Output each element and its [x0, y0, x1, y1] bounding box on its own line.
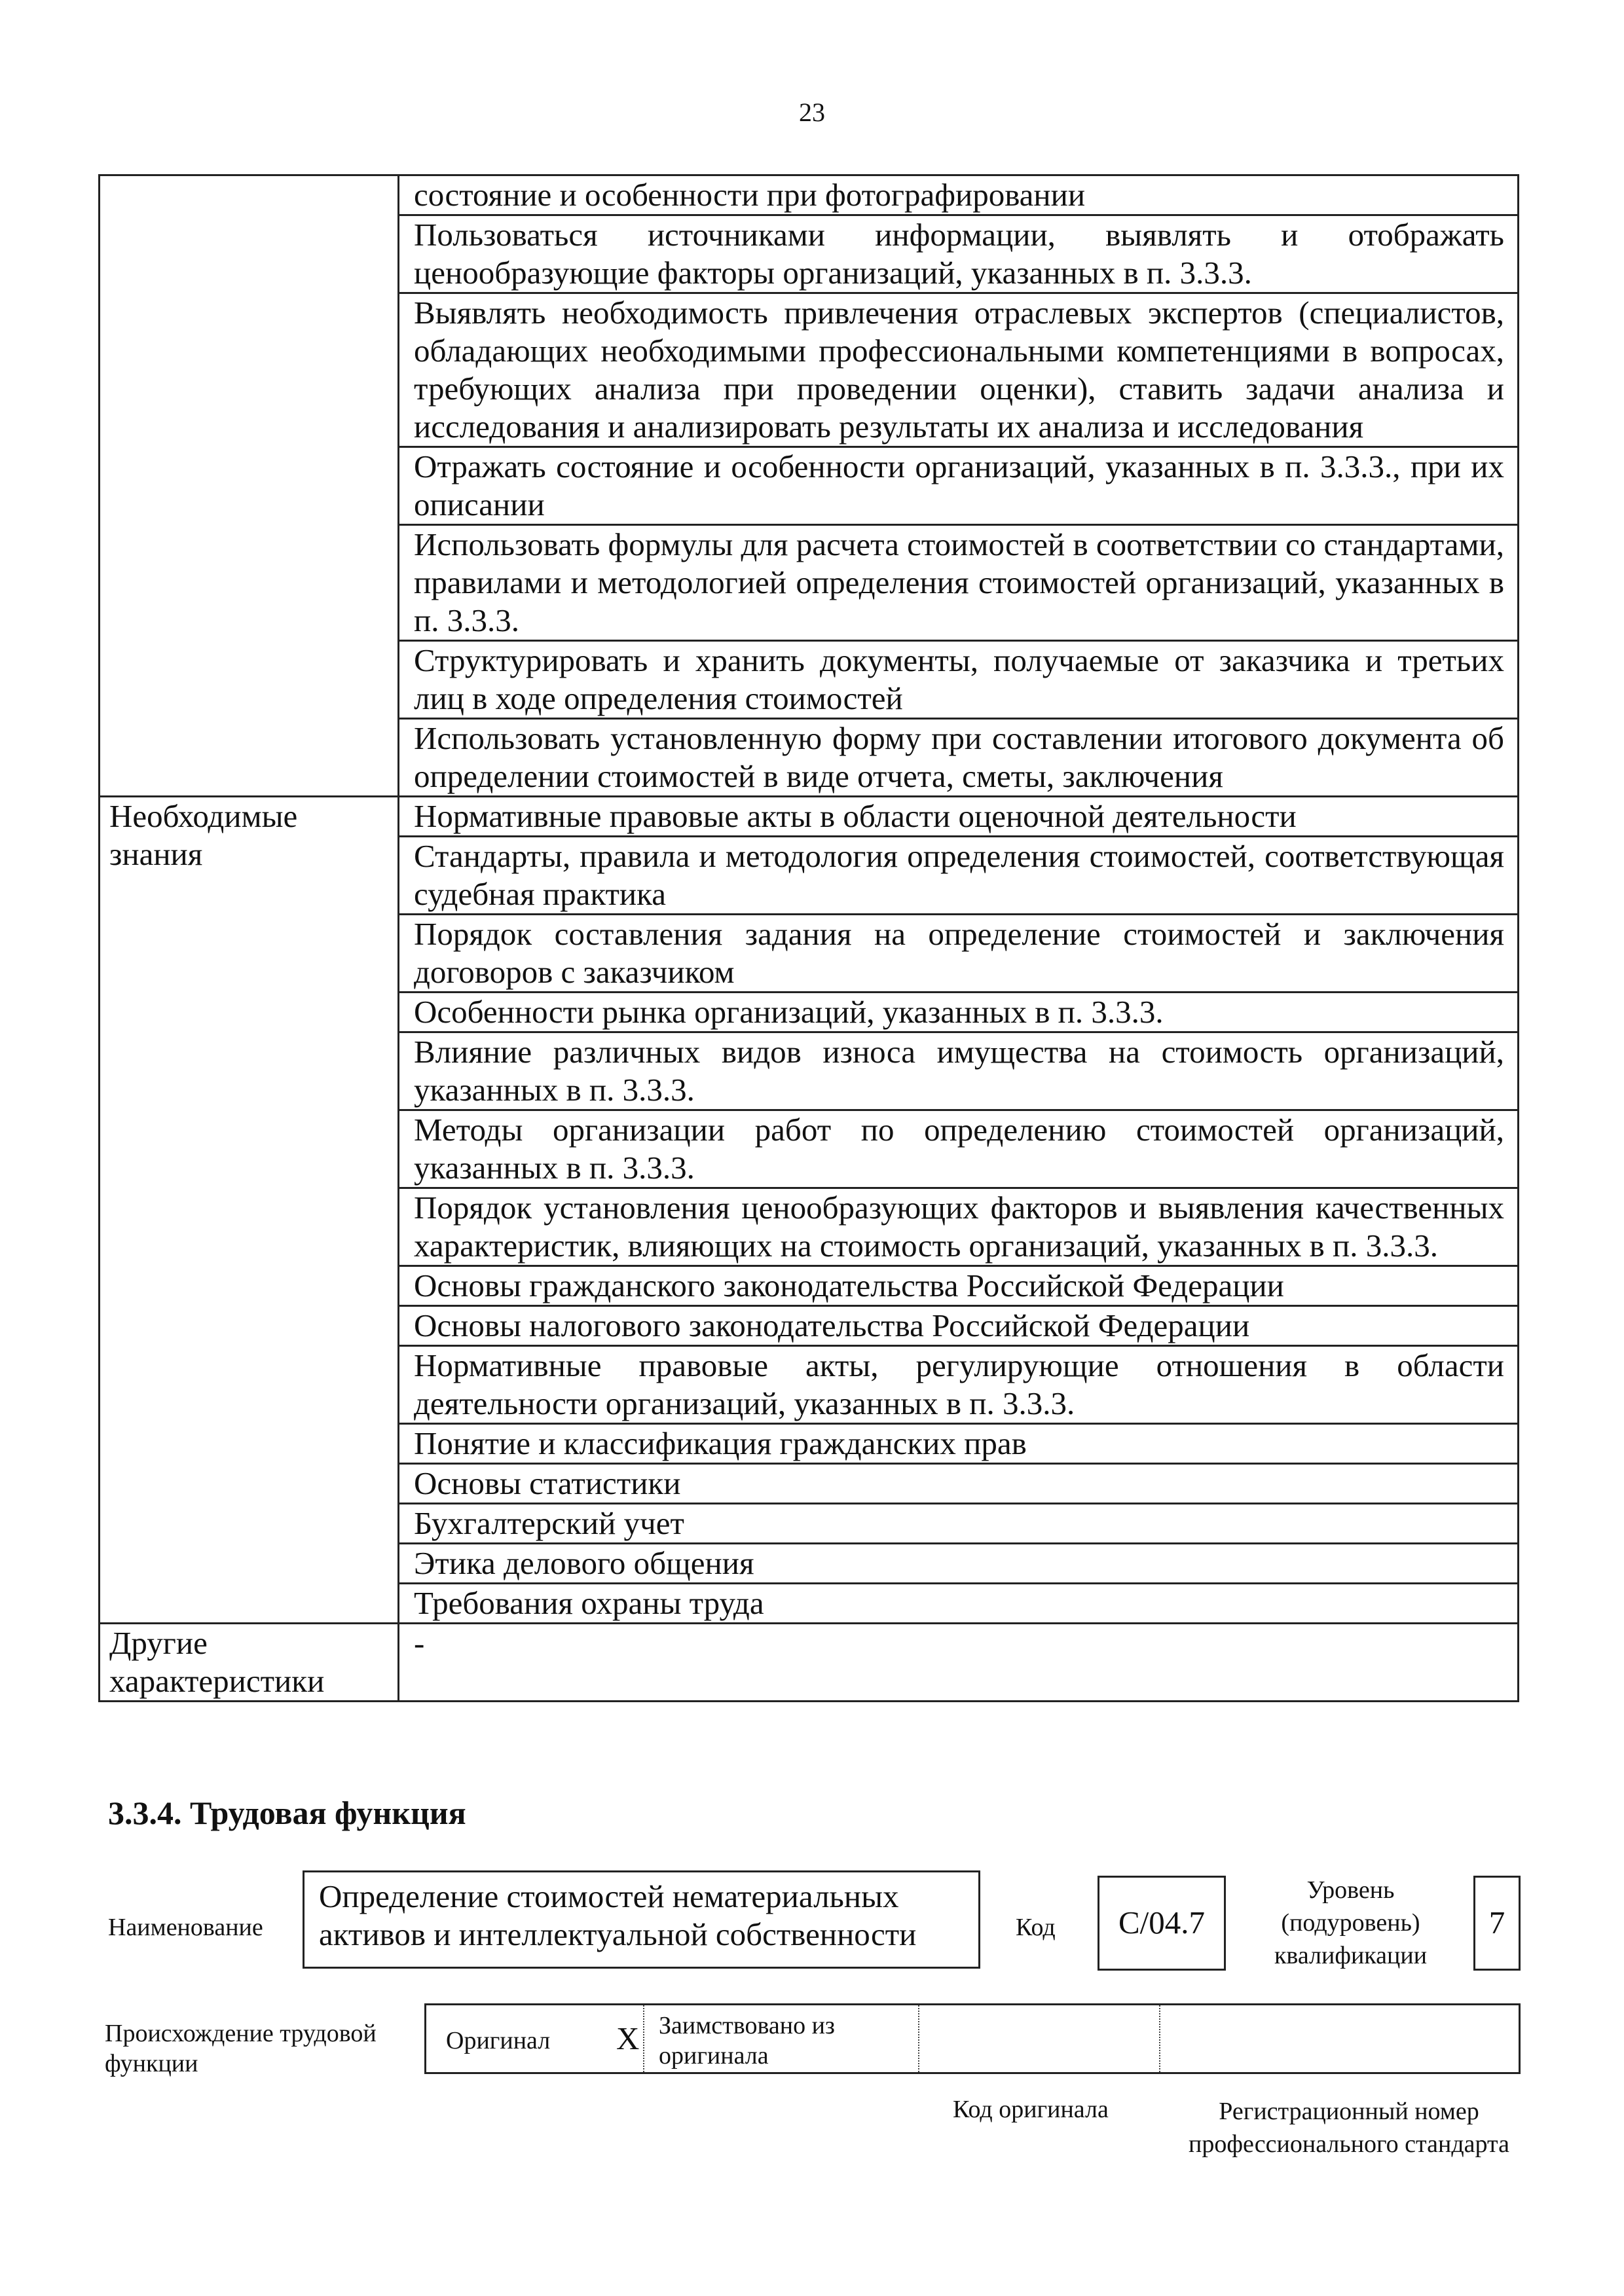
skill-item: Использовать формулы для расчета стоимостей в соответствии со стандартами, правилами и методологией определения стоимостей организаций, указанных в п. 3.3.3.: [399, 525, 1519, 641]
table-row: [100, 175, 1519, 215]
knowledge-item: Бухгалтерский учет: [399, 1504, 1519, 1544]
knowledge-item: Особенности рынка организаций, указанных в п. 3.3.3.: [399, 993, 1519, 1032]
borrowed-label: Заимствовано из оригинала: [659, 2012, 835, 2069]
reg-number-cell: [1160, 2005, 1519, 2072]
original-cell: [426, 2005, 644, 2072]
name-value: Определение стоимостей нематериальных активов и интеллектуальной собственности: [319, 1878, 917, 1952]
knowledge-item: Понятие и классификация гражданских прав: [399, 1424, 1519, 1464]
origin-label: Происхождение трудовой функции: [105, 2020, 377, 2077]
knowledge-item: Стандарты, правила и методология определения стоимостей, соответствующая судебная практика: [399, 837, 1519, 915]
origin-table: [424, 2003, 1521, 2074]
level-label: Уровень (подуровень) квалификации: [1274, 1876, 1428, 1969]
skill-item: Использовать установленную форму при составлении итогового документа об определении стоимостей в виде отчета, сметы, заключения: [399, 719, 1519, 797]
table-row: [100, 1624, 1519, 1702]
knowledge-item: Основы налогового законодательства Российской Федерации: [399, 1306, 1519, 1346]
knowledge-item: Нормативные правовые акты в области оценочной деятельности: [399, 797, 1519, 837]
original-mark: X: [616, 2020, 640, 2056]
name-box: [303, 1870, 980, 1969]
skill-item: Отражать состояние и особенности организаций, указанных в п. 3.3.3., при их описании: [399, 447, 1519, 525]
skills-label-cell: [100, 175, 399, 797]
code-original-cell: [919, 2005, 1160, 2072]
knowledge-item: Влияние различных видов износа имущества на стоимость организаций, указанных в п. 3.3.3.: [399, 1032, 1519, 1110]
reg-number-label: Регистрационный номер профессионального стандарта: [1189, 2098, 1509, 2158]
borrowed-cell: [644, 2005, 919, 2072]
knowledge-label: Необходимые знания: [100, 797, 399, 1624]
table-row: [100, 797, 1519, 837]
requirements-table: [98, 174, 1519, 1702]
code-original-label: Код оригинала: [953, 2096, 1109, 2123]
knowledge-item: Порядок составления задания на определение стоимостей и заключения договоров с заказчиком: [399, 915, 1519, 993]
skill-item: Выявлять необходимость привлечения отраслевых экспертов (специалистов, обладающих необходимыми профессиональными компетенциями в вопросах, требующих анализа при проведении оценки), ставить задачи анализа и исследования и анализировать результаты их анализа и исследования: [399, 293, 1519, 447]
name-label: Наименование: [108, 1914, 263, 1941]
level-box: [1473, 1876, 1521, 1971]
code-label: Код: [1016, 1914, 1056, 1941]
code-value: С/04.7: [1118, 1904, 1206, 1941]
other-label: Другие характеристики: [100, 1624, 399, 1702]
knowledge-item: Методы организации работ по определению стоимостей организаций, указанных в п. 3.3.3.: [399, 1110, 1519, 1188]
page-number: 23: [799, 98, 825, 127]
knowledge-item: Порядок установления ценообразующих факторов и выявления качественных характеристик, влияющих на стоимость организаций, указанных в п. 3.3.3.: [399, 1188, 1519, 1266]
original-label: Оригинал: [446, 2027, 551, 2054]
other-value: -: [399, 1624, 1519, 1702]
section-title: 3.3.4. Трудовая функция: [108, 1795, 466, 1831]
knowledge-item: Требования охраны труда: [399, 1584, 1519, 1624]
skill-item: Пользоваться источниками информации, выявлять и отображать ценообразующие факторы организаций, указанных в п. 3.3.3.: [399, 215, 1519, 293]
skill-item: Структурировать и хранить документы, получаемые от заказчика и третьих лиц в ходе определения стоимостей: [399, 641, 1519, 719]
code-box: [1098, 1876, 1226, 1971]
knowledge-item: Основы статистики: [399, 1464, 1519, 1504]
level-value: 7: [1488, 1904, 1505, 1941]
skill-item: состояние и особенности при фотографировании: [399, 175, 1519, 215]
knowledge-item: Нормативные правовые акты, регулирующие отношения в области деятельности организаций, указанных в п. 3.3.3.: [399, 1346, 1519, 1424]
knowledge-item: Основы гражданского законодательства Российской Федерации: [399, 1266, 1519, 1306]
knowledge-item: Этика делового общения: [399, 1544, 1519, 1584]
